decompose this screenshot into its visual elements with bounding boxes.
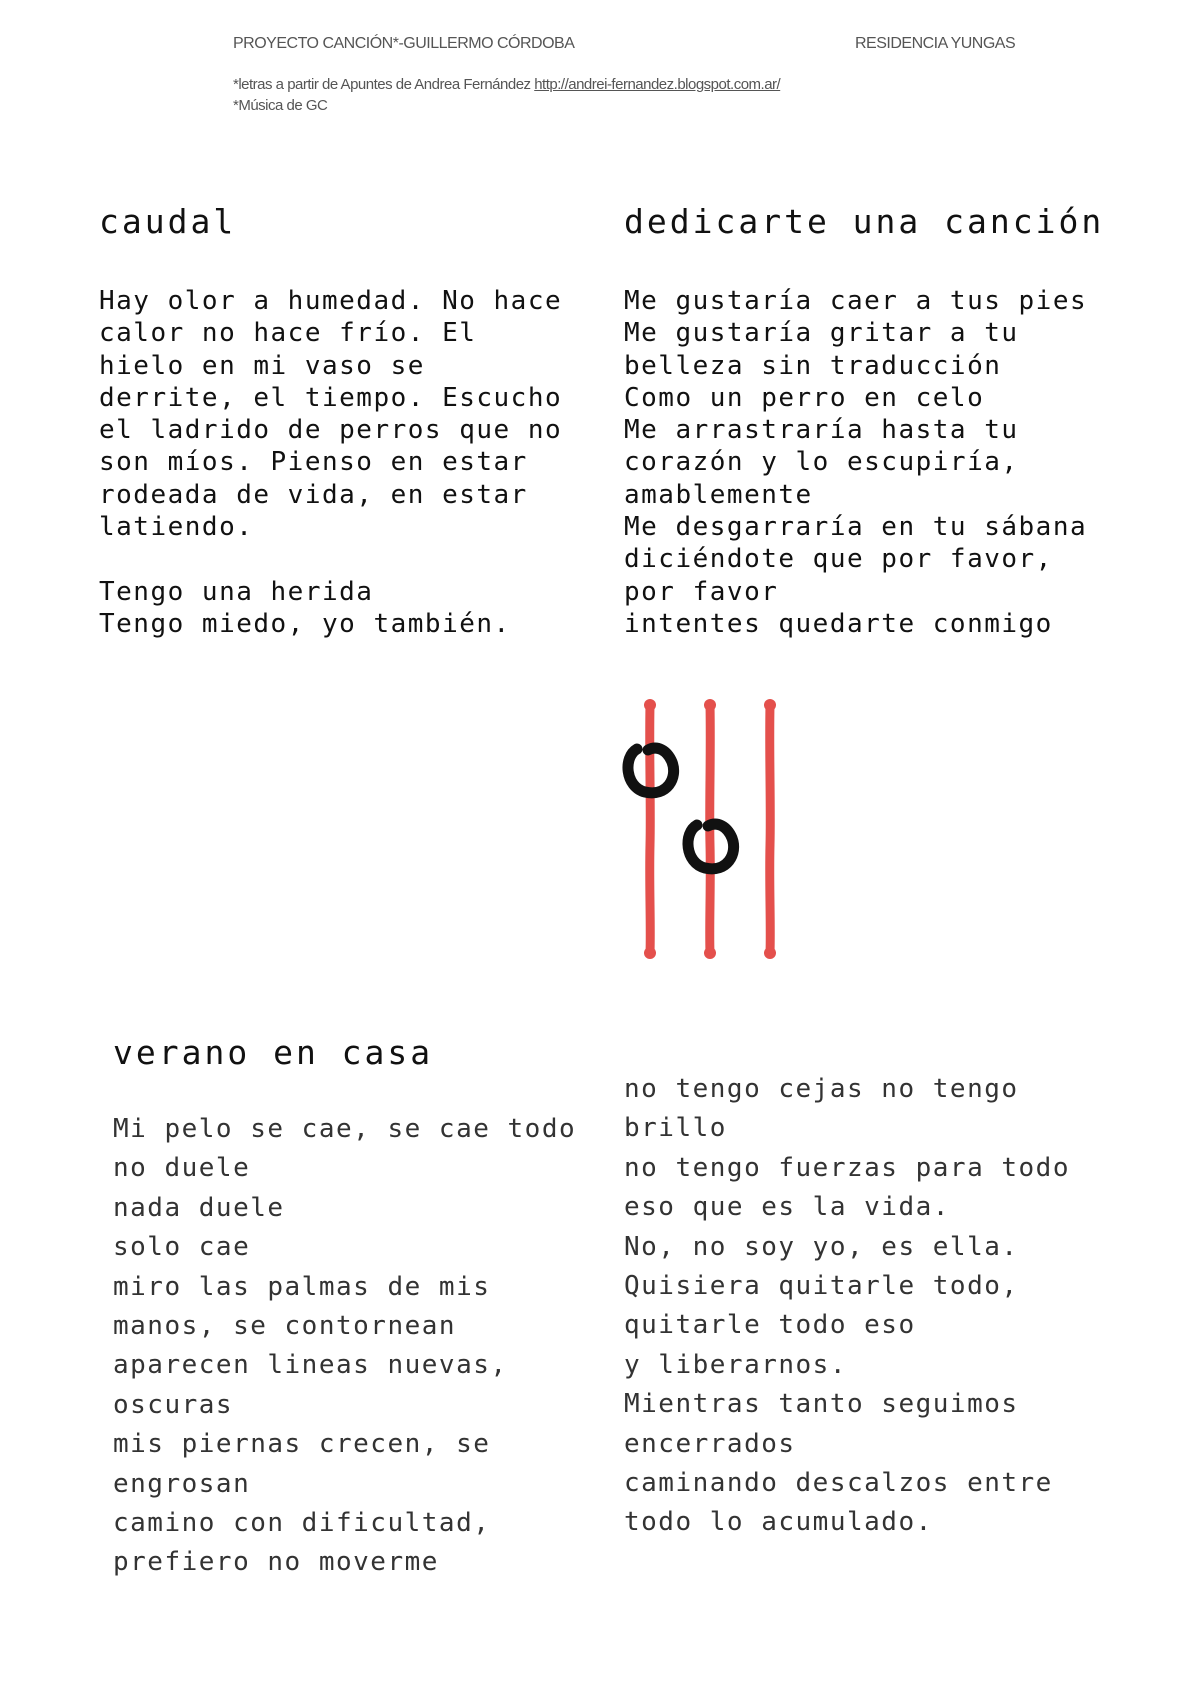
header-project-title: PROYECTO CANCIÓN*-GUILLERMO CÓRDOBA [233, 35, 575, 52]
poem-line: aparecen lineas nuevas, [113, 1350, 508, 1381]
poem-line: encerrados [624, 1428, 796, 1459]
poem-line: amablemente [624, 479, 813, 510]
poem-line: corazón y lo escupiría, [624, 447, 1019, 478]
poem-line: Como un perro en celo [624, 382, 985, 413]
poem-line: Quisiera quitarle todo, [624, 1270, 1019, 1301]
poem-line: oscuras [113, 1389, 234, 1420]
poem-line-blank [99, 543, 562, 575]
poem-line: engrosan [113, 1468, 251, 1499]
poem-line: Mi pelo se cae, se cae todo [113, 1114, 577, 1144]
poem-line: latiendo. [99, 512, 254, 543]
poem-line: el ladrido de perros que no [99, 415, 563, 446]
red-line-1 [650, 705, 651, 953]
poem-body-dedicarte [624, 285, 1087, 640]
poem-line: Me gustaría caer a tus pies [624, 286, 1088, 316]
header-residency: RESIDENCIA YUNGAS [855, 35, 1016, 52]
poem-line: No, no soy yo, es ella. [624, 1231, 1019, 1262]
poem-line: hielo en mi vaso se [99, 350, 425, 381]
poem-line: rodeada de vida, en estar [99, 479, 528, 510]
poem-title-dedicarte: dedicarte una canción [624, 202, 1105, 241]
poem-line: intentes quedarte conmigo [624, 608, 1053, 639]
poem-line: Hay olor a humedad. No hace [99, 286, 563, 316]
poem-line: Mientras tanto seguimos [624, 1389, 1019, 1420]
poem-line: Tengo miedo, yo también. [99, 608, 511, 639]
poem-line: no duele [113, 1153, 251, 1184]
red-line-cap [644, 947, 656, 959]
poem-line: y liberarnos. [624, 1349, 847, 1380]
red-line-3 [770, 705, 771, 953]
poem-line: no tengo fuerzas para todo [624, 1152, 1070, 1183]
poem-title-caudal: caudal [99, 202, 237, 241]
lyrics-source-text: *letras a partir de Apuntes de Andrea Fernández [233, 76, 535, 93]
blog-link[interactable]: http://andrei-fernandez.blogspot.com.ar/ [534, 76, 781, 93]
poem-line: eso que es la vida. [624, 1192, 950, 1223]
poem-title-verano: verano en casa [113, 1033, 434, 1072]
poem-line: Me gustaría gritar a tu [624, 318, 1019, 349]
poem-line: nada duele [113, 1192, 285, 1223]
poem-line: todo lo acumulado. [624, 1507, 933, 1538]
poem-line: belleza sin traducción [624, 350, 1002, 381]
poem-line: derrite, el tiempo. Escucho [99, 382, 563, 413]
notation-illustration [615, 695, 815, 965]
poem-line: diciéndote que por favor, [624, 544, 1053, 575]
poem-line: camino con dificultad, [113, 1507, 491, 1538]
red-line-cap [644, 699, 656, 711]
poem-line: miro las palmas de mis [113, 1271, 491, 1302]
lyrics-source-note [233, 76, 780, 93]
poem-line: solo cae [113, 1232, 251, 1263]
red-line-cap [704, 947, 716, 959]
poem-body-verano-col2 [624, 1070, 1070, 1543]
black-brush-circles [628, 748, 734, 869]
poem-line: mis piernas crecen, se [113, 1429, 491, 1460]
poem-line: Me desgarraría en tu sábana [624, 512, 1088, 543]
poem-line: no tengo cejas no tengo [624, 1074, 1019, 1104]
music-credit-note: *Música de GC [233, 97, 328, 114]
red-line-cap [704, 699, 716, 711]
red-line-cap [764, 699, 776, 711]
poem-line: Tengo una herida [99, 576, 374, 607]
poem-body-caudal [99, 285, 562, 640]
poem-line: Me arrastraría hasta tu [624, 415, 1019, 446]
poem-line: prefiero no moverme [113, 1547, 439, 1578]
poem-line: manos, se contornean [113, 1310, 457, 1341]
poem-line: quitarle todo eso [624, 1310, 916, 1341]
poem-line: caminando descalzos entre [624, 1467, 1053, 1498]
poem-line: son míos. Pienso en estar [99, 447, 528, 478]
poem-line: brillo [624, 1113, 727, 1144]
poem-body-verano-col1 [113, 1110, 576, 1583]
poem-line: calor no hace frío. El [99, 318, 477, 349]
poem-line: por favor [624, 576, 779, 607]
red-line-cap [764, 947, 776, 959]
